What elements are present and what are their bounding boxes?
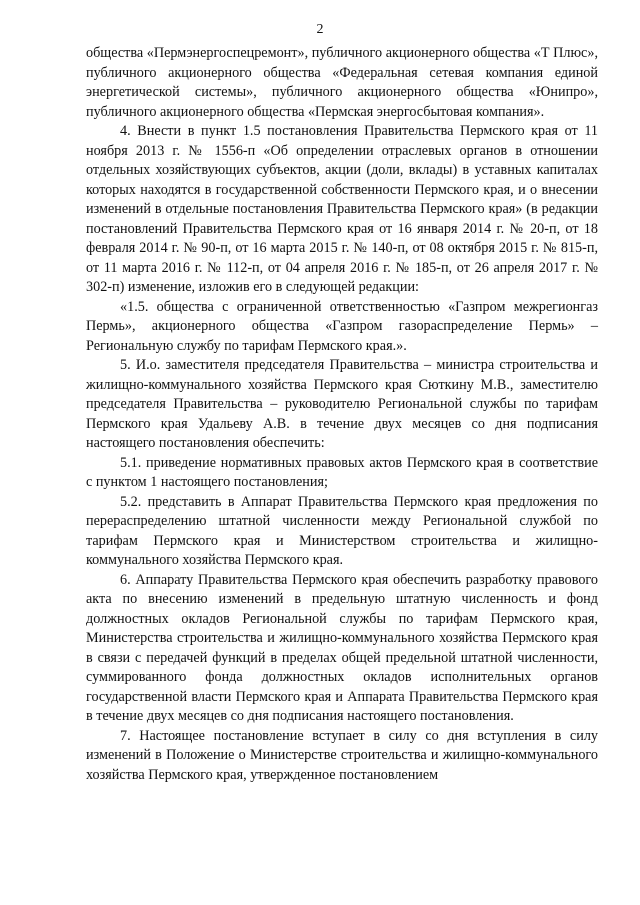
paragraph-item-5-1: 5.1. приведение нормативных правовых актов Пермского края в соответствие с пунктом 1 настоящего постановления; xyxy=(86,454,598,490)
paragraph-item-4: 4. Внести в пункт 1.5 постановления Правительства Пермского края от 11 ноября 2013 г. № 1556-п «Об определении отраслевых органов в отношении отдельных хозяйствующих субъектов, акции (доли, вклады) в уставных капиталах которых находятся в государственной собственности Пермского края, и о внесении изменений в отдельные постановления Правительства Пермского края» (в редакции постановлений Правительства Пермского края от 16 января 2014 г. № 20-п, от 18 февраля 2014 г. № 90-п, от 16 марта 2015 г. № 140-п, от 08 октября 2015 г. № 815-п, от 11 марта 2016 г. № 112-п, от 04 апреля 2016 г. № 185-п, от 26 апреля 2017 г. № 302-п) изменение, изложив его в следующей редакции: xyxy=(86,123,598,295)
paragraph-continuation: общества «Пермэнергоспецремонт», публичного акционерного общества «Т Плюс», публичного акционерного общества «Федеральная сетевая компания единой энергетической системы», публичного акционерного общества «Юнипро», публичного акционерного общества «Пермская энергосбытовая компания». xyxy=(86,45,598,120)
paragraph-item-1-5-quote: «1.5. общества с ограниченной ответственностью «Газпром межрегионгаз Пермь», акционерного общества «Газпром газораспределение Пермь» – Региональную службу по тарифам Пермского края.». xyxy=(86,298,598,354)
paragraph-item-5: 5. И.о. заместителя председателя Правительства – министра строительства и жилищно-коммунального хозяйства Пермского края Сюткину М.В., заместителю председателя Правительства – руководителю Региональной службы по тарифам Пермского края Удальеву А.В. в течение двух месяцев со дня подписания настоящего постановления обеспечить: xyxy=(86,357,598,451)
paragraph-item-6: 6. Аппарату Правительства Пермского края обеспечить разработку правового акта по внесению изменений в предельную штатную численность и фонд должностных окладов Региональной службы по тарифам Пермского края, Министерства строительства и жилищно-коммунального хозяйства Пермского края в связи с передачей функций в пределах общей предельной штатной численности, суммированного фонда должностных окладов исполнительных органов государственной власти Пермского края и Аппарата Правительства Пермского края в течение двух месяцев со дня подписания настоящего постановления. xyxy=(86,571,598,724)
page-number: 2 xyxy=(316,22,324,37)
document-body xyxy=(86,44,598,785)
paragraph-item-7: 7. Настоящее постановление вступает в силу со дня вступления в силу изменений в Положение о Министерстве строительства и жилищно-коммунального хозяйства Пермского края, утвержденное постановлением xyxy=(86,727,598,783)
paragraph-item-5-2: 5.2. представить в Аппарат Правительства Пермского края предложения по перераспределению штатной численности между Региональной службой по тарифам Пермского края и Министерством строительства и жилищно-коммунального хозяйства Пермского края. xyxy=(86,493,598,568)
